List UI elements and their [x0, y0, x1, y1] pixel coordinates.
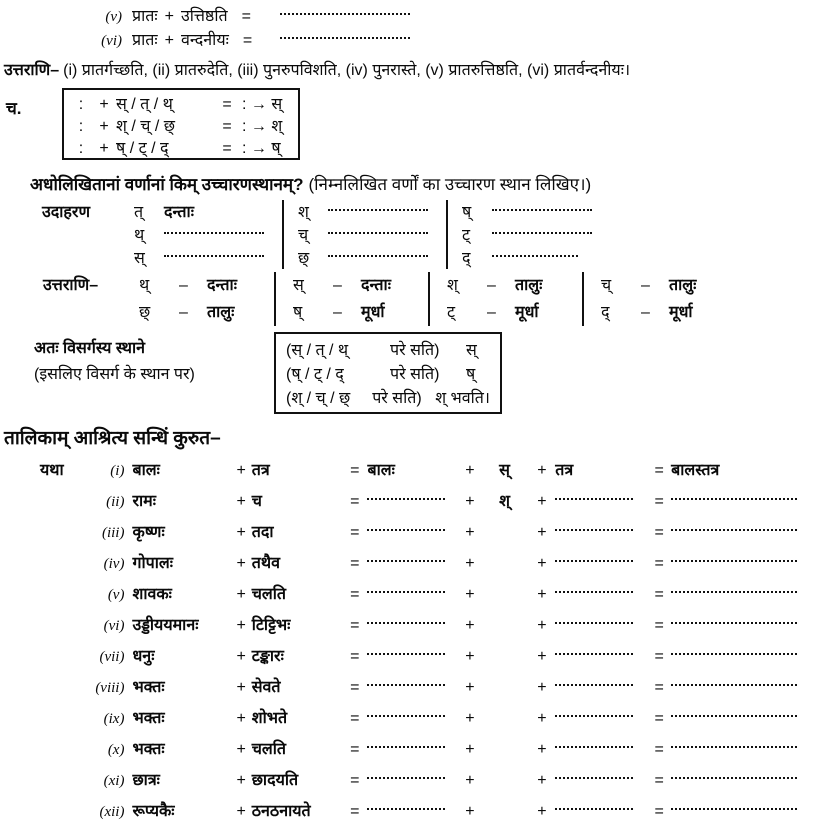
table-row [40, 799, 814, 830]
place-of-articulation: मूर्धा [515, 304, 539, 321]
column-divider [429, 272, 446, 299]
column-divider [275, 272, 292, 299]
split-word-first-blank[interactable] [367, 737, 459, 768]
sandhi-result-blank[interactable] [671, 706, 814, 737]
plus-sign: + [537, 710, 547, 727]
row-number: (x) [107, 742, 125, 758]
word-first: गोपालः [132, 555, 173, 572]
table-row [40, 737, 814, 768]
plus-sign: + [537, 772, 547, 789]
plus-sign: + [236, 648, 246, 665]
sandhi-result-blank[interactable] [671, 644, 814, 675]
inserted-consonant-blank[interactable] [480, 768, 528, 799]
plus-sign: + [465, 462, 475, 479]
varna-letter: छ् [139, 304, 151, 321]
place-of-articulation: मूर्धा [669, 304, 693, 321]
word-second: चलति [251, 741, 286, 758]
consonant-set: ष् / ट् / द् [116, 140, 169, 157]
dash: – [641, 277, 650, 294]
row-number: (ix) [103, 711, 125, 727]
consonant-set: श् / च् / छ् [116, 118, 175, 135]
table-row [40, 551, 814, 582]
rule-row [70, 136, 292, 158]
row-number: (iii) [101, 525, 125, 541]
spacer-cell [42, 299, 138, 326]
plus-sign: + [236, 741, 246, 758]
word-second: शोभते [251, 710, 288, 727]
column-divider [283, 246, 298, 269]
rule-condition: (स् / त् / थ् [286, 342, 349, 359]
spacer-cell [40, 644, 84, 675]
inserted-consonant-blank[interactable] [480, 582, 528, 613]
word-first: शावकः [132, 586, 172, 603]
varna-letter: द् [462, 250, 471, 267]
split-word-second-blank[interactable] [555, 737, 647, 768]
place-of-articulation: तालुः [669, 277, 697, 294]
split-word-second-blank[interactable] [555, 551, 647, 582]
plus-sign: + [236, 524, 246, 541]
split-word-second-blank[interactable] [555, 520, 647, 551]
plus-sign: + [99, 118, 109, 135]
split-word-second-blank[interactable] [555, 675, 647, 706]
word-first: भक्तः [132, 679, 165, 696]
word-second: चलति [251, 586, 286, 603]
column-divider [447, 200, 462, 223]
equals-sign: = [654, 617, 664, 634]
split-word-second-blank[interactable] [555, 582, 647, 613]
plus-sign: + [465, 648, 475, 665]
dash: – [641, 304, 650, 321]
sandhi-result-blank[interactable] [671, 613, 814, 644]
inserted-consonant: स् [499, 462, 510, 479]
plus-sign: + [537, 803, 547, 820]
visarga-symbol: : [78, 96, 84, 113]
plus-sign: + [465, 710, 475, 727]
row-number: (v) [107, 587, 125, 603]
varna-blank[interactable] [164, 223, 283, 246]
equals-sign: = [654, 679, 664, 696]
place-of-articulation: दन्ताः [361, 277, 391, 294]
table-row [42, 223, 610, 246]
split-word-first-blank[interactable] [367, 613, 459, 644]
plus-sign: + [236, 586, 246, 603]
word-second: टङ्कारः [251, 648, 284, 665]
split-word-first: बालः [367, 462, 395, 479]
inserted-consonant-blank[interactable] [480, 799, 528, 830]
rule-result: स् [466, 342, 477, 359]
equals-sign: = [654, 586, 664, 603]
plus-sign: + [537, 524, 547, 541]
split-word-first-blank[interactable] [367, 706, 459, 737]
table-row [40, 582, 814, 613]
plus-sign: + [236, 493, 246, 510]
sandhi-result-blank[interactable] [671, 551, 814, 582]
table-row [42, 299, 736, 326]
udaharana-table [42, 200, 610, 269]
inserted-consonant: श् [499, 493, 510, 510]
split-word-first-blank[interactable] [367, 551, 459, 582]
question-number: (vi) [101, 33, 122, 49]
rule-condition: (ष् / ट् / द् [286, 366, 344, 383]
spacer-cell [40, 551, 84, 582]
varna-letter: छ् [298, 250, 310, 267]
equals-sign: = [222, 140, 232, 157]
split-word-first-blank[interactable] [367, 799, 459, 830]
question-row [80, 28, 252, 50]
plus-sign: + [537, 462, 547, 479]
answers-line [4, 58, 630, 80]
varna-letter: ट् [462, 227, 471, 244]
table-row [40, 768, 814, 799]
spacer-cell [40, 520, 84, 551]
dash: – [333, 304, 342, 321]
varna-letter: थ् [134, 227, 145, 244]
varna-blank[interactable] [492, 246, 610, 269]
plus-sign: + [465, 679, 475, 696]
row-number: (xi) [103, 773, 125, 789]
sandhi-result-blank[interactable] [671, 582, 814, 613]
rule-row [70, 92, 292, 114]
uttarani-label: उत्तराणि– [43, 277, 99, 294]
rule-condition: (श् / च् / छ् [286, 390, 351, 407]
plus-sign: + [164, 32, 174, 49]
varna-letter: ष् [293, 304, 303, 321]
equals-sign: = [654, 493, 664, 510]
dash: – [487, 277, 496, 294]
column-divider [283, 223, 298, 246]
plus-sign: + [537, 648, 547, 665]
rule-pare-sati: परे सति) [390, 366, 440, 383]
dash: – [487, 304, 496, 321]
split-word-second-blank[interactable] [555, 613, 647, 644]
varna-letter: च् [601, 277, 612, 294]
column-divider [583, 299, 600, 326]
split-word-second-blank[interactable] [555, 706, 647, 737]
plus-sign: + [236, 803, 246, 820]
word-first: रूप्यकैः [132, 803, 175, 820]
word-second: च [251, 493, 262, 510]
equals-sign: = [241, 8, 251, 25]
table-row [42, 272, 736, 299]
yatha-label: यथा [40, 462, 64, 479]
plus-sign: + [537, 741, 547, 758]
sandhi-result-blank[interactable] [671, 520, 814, 551]
table-row [40, 520, 814, 551]
row-number: (ii) [106, 494, 125, 510]
plus-sign: + [236, 617, 246, 634]
word-second: तथैव [251, 555, 280, 572]
plus-sign: + [99, 140, 109, 157]
visarga-note-sanskrit: अतः विसर्गस्य स्थाने [34, 340, 145, 357]
spacer-cell [40, 489, 84, 520]
varna-letter: स् [293, 277, 304, 294]
table-row [40, 489, 814, 520]
split-word-first-blank[interactable] [367, 582, 459, 613]
word-first: बालः [132, 462, 160, 479]
equals-sign: = [242, 32, 253, 49]
spacer-cell [40, 799, 84, 830]
rule-row [286, 386, 490, 410]
question-left-word: प्रातः [132, 8, 158, 25]
spacer-cell [42, 246, 134, 269]
inserted-consonant-blank[interactable] [480, 675, 528, 706]
sandhi-result-blank[interactable] [671, 737, 814, 768]
split-word-first-blank[interactable] [367, 520, 459, 551]
plus-sign: + [99, 96, 109, 113]
equals-sign: = [654, 462, 664, 479]
word-first: कृष्णः [132, 524, 165, 541]
word-second: ठनठनायते [251, 803, 311, 820]
varna-letter: च् [298, 227, 309, 244]
word-second: छादयति [251, 772, 299, 789]
varna-question-heading [30, 172, 591, 195]
sandhi-exercise-heading: तालिकाम् आश्रित्य सन्धिं कुरुत– [4, 428, 221, 449]
equals-sign: = [654, 803, 664, 820]
word-first: छात्रः [132, 772, 160, 789]
varna-letter: त् [134, 204, 144, 221]
question-number: (v) [105, 9, 122, 25]
varna-question-hindi: (निम्नलिखित वर्णों का उच्चारण स्थान लिखिए।) [308, 175, 592, 194]
rule-pare-sati: परे सति) [372, 390, 422, 407]
dash: – [179, 277, 188, 294]
question-right-word: उत्तिष्ठति [180, 8, 228, 25]
word-first: उड्डीययमानः [132, 617, 199, 634]
equals-sign: = [654, 741, 664, 758]
inserted-consonant-blank[interactable] [480, 520, 528, 551]
sandhi-table [40, 458, 814, 830]
varna-blank[interactable] [328, 246, 447, 269]
plus-sign: + [465, 555, 475, 572]
table-row [40, 644, 814, 675]
sandhi-result-blank[interactable] [671, 799, 814, 830]
varna-blank[interactable] [328, 200, 447, 223]
word-first: रामः [132, 493, 156, 510]
plus-sign: + [465, 741, 475, 758]
row-number: (vi) [103, 618, 125, 634]
inserted-consonant-blank[interactable] [480, 737, 528, 768]
plus-sign: + [465, 493, 475, 510]
equals-sign: = [350, 772, 360, 789]
column-divider [447, 246, 462, 269]
varna-letter: श् [447, 277, 458, 294]
inserted-consonant-blank[interactable] [480, 551, 528, 582]
split-word-second: तत्र [555, 462, 574, 479]
table-row [40, 458, 814, 489]
plus-sign: + [465, 524, 475, 541]
visarga-rules-box-cha [62, 88, 300, 160]
equals-sign: = [350, 555, 360, 572]
visarga-note-hindi: (इसलिए विसर्ग के स्थान पर) [34, 366, 195, 383]
visarga-symbol: : [78, 140, 84, 157]
equals-sign: = [350, 462, 360, 479]
equals-sign: = [654, 710, 664, 727]
table-row [42, 200, 610, 223]
word-first: भक्तः [132, 741, 165, 758]
split-word-second-blank[interactable] [555, 644, 647, 675]
rule-result: : → ष् [242, 140, 281, 157]
varna-letter: ट् [447, 304, 456, 321]
row-number: (xii) [99, 804, 125, 820]
answer-blank[interactable] [280, 8, 410, 26]
visarga-rules-box [274, 332, 502, 414]
split-word-first-blank[interactable] [367, 768, 459, 799]
equals-sign: = [654, 555, 664, 572]
word-second: तत्र [251, 462, 270, 479]
plus-sign: + [537, 555, 547, 572]
table-row [40, 675, 814, 706]
varna-blank[interactable] [492, 200, 610, 223]
varna-question-sanskrit: अधोलिखितानां वर्णानां किम् उच्चारणस्थानम्? [30, 175, 304, 194]
spacer-cell [40, 706, 84, 737]
plus-sign: + [465, 772, 475, 789]
equals-sign: = [350, 741, 360, 758]
plus-sign: + [236, 710, 246, 727]
varna-letter: ष् [462, 204, 472, 221]
answers-text: (i) प्रातर्गच्छति, (ii) प्रातरुदेति, (iii) पुनरुपविशति, (iv) पुनरास्ते, (v) प्रातरुत्तिष्ठति, (vi) प्रातर्वन्दनीयः। [63, 62, 631, 79]
row-number: (i) [110, 463, 125, 479]
answer-blank[interactable] [280, 32, 410, 50]
equals-sign: = [350, 648, 360, 665]
equals-sign: = [654, 524, 664, 541]
varna-blank[interactable] [492, 223, 610, 246]
spacer-cell [40, 768, 84, 799]
spacer-cell [40, 675, 84, 706]
table-row [40, 613, 814, 644]
equals-sign: = [350, 586, 360, 603]
section-label-cha: च. [6, 99, 22, 118]
sandhi-result-blank[interactable] [671, 489, 814, 520]
varna-blank[interactable] [328, 223, 447, 246]
consonant-set: स् / त् / थ् [116, 96, 173, 113]
word-second: तदा [251, 524, 274, 541]
plus-sign: + [537, 586, 547, 603]
split-word-second-blank[interactable] [555, 768, 647, 799]
split-word-first-blank[interactable] [367, 644, 459, 675]
split-word-second-blank[interactable] [555, 489, 647, 520]
question-left-word: प्रातः [132, 32, 158, 49]
plus-sign: + [465, 586, 475, 603]
plus-sign: + [236, 772, 246, 789]
varna-value: दन्ताः [164, 204, 194, 221]
column-divider [447, 223, 462, 246]
rule-result: : → श् [242, 118, 283, 135]
row-number: (viii) [95, 680, 125, 696]
dash: – [179, 304, 188, 321]
rule-row [70, 114, 292, 136]
spacer-cell [40, 737, 84, 768]
equals-sign: = [350, 493, 360, 510]
row-number: (iv) [103, 556, 125, 572]
sandhi-result-blank[interactable] [671, 675, 814, 706]
split-word-first-blank[interactable] [367, 489, 459, 520]
place-of-articulation: तालुः [515, 277, 543, 294]
plus-sign: + [537, 493, 547, 510]
spacer-cell [40, 582, 84, 613]
plus-sign: + [236, 462, 246, 479]
plus-sign: + [537, 617, 547, 634]
rule-result: श् भवति। [435, 390, 490, 407]
place-of-articulation: तालुः [207, 304, 235, 321]
plus-sign: + [465, 617, 475, 634]
plus-sign: + [164, 8, 174, 25]
word-first: धनुः [132, 648, 155, 665]
place-of-articulation: दन्ताः [207, 277, 237, 294]
inserted-consonant-blank[interactable] [480, 706, 528, 737]
varna-letter: स् [134, 250, 145, 267]
answers-label: उत्तराणि– [4, 62, 60, 79]
word-second: सेवते [251, 679, 281, 696]
column-divider [429, 299, 446, 326]
equals-sign: = [350, 679, 360, 696]
sandhi-result-blank[interactable] [671, 768, 814, 799]
column-divider [283, 200, 298, 223]
equals-sign: = [222, 96, 232, 113]
equals-sign: = [654, 648, 664, 665]
word-first: भक्तः [132, 710, 165, 727]
varna-letter: द् [601, 304, 610, 321]
equals-sign: = [350, 524, 360, 541]
plus-sign: + [465, 803, 475, 820]
uttarani-table [42, 272, 736, 326]
visarga-symbol: : [78, 118, 84, 135]
question-right-word: वन्दनीयः [180, 32, 229, 49]
plus-sign: + [236, 555, 246, 572]
split-word-second-blank[interactable] [555, 799, 647, 830]
equals-sign: = [350, 710, 360, 727]
rule-result: ष् [466, 366, 476, 383]
dash: – [333, 277, 342, 294]
spacer-cell [42, 223, 134, 246]
spacer-cell [40, 613, 84, 644]
varna-letter: थ् [139, 277, 150, 294]
table-row [42, 246, 610, 269]
plus-sign: + [236, 679, 246, 696]
rule-row [286, 362, 490, 386]
plus-sign: + [537, 679, 547, 696]
inserted-consonant-blank[interactable] [480, 613, 528, 644]
word-second: टिट्टिभः [251, 617, 291, 634]
row-number: (vii) [99, 649, 125, 665]
rule-pare-sati: परे सति) [390, 342, 440, 359]
inserted-consonant-blank[interactable] [480, 644, 528, 675]
equals-sign: = [350, 617, 360, 634]
rule-result: : → स् [242, 96, 283, 113]
place-of-articulation: मूर्धा [361, 304, 385, 321]
varna-blank[interactable] [164, 246, 283, 269]
sandhi-result: बालस्तत्र [671, 462, 720, 479]
question-row [80, 4, 251, 26]
varna-letter: श् [298, 204, 309, 221]
equals-sign: = [654, 772, 664, 789]
split-word-first-blank[interactable] [367, 675, 459, 706]
rule-row [286, 338, 490, 362]
table-row [40, 706, 814, 737]
udaharana-label: उदाहरण [42, 204, 91, 221]
equals-sign: = [222, 118, 232, 135]
equals-sign: = [350, 803, 360, 820]
column-divider [583, 272, 600, 299]
column-divider [275, 299, 292, 326]
